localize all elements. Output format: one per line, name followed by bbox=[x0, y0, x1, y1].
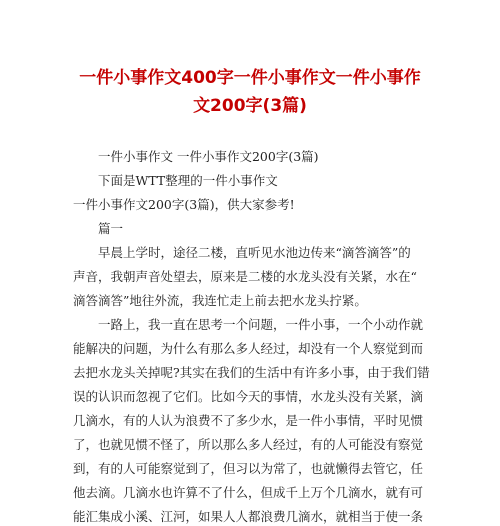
paragraph2-line-5: 几滴水，有的人认为浪费不了多少水，是一件小事情，平时见惯 bbox=[73, 413, 424, 428]
document-title-line-2: 文200字(3篇) bbox=[193, 96, 307, 116]
section-heading: 篇一 bbox=[98, 221, 124, 236]
paragraph2-line-9: 能汇集成小溪、江河，如果人人都浪费几滴水，就相当于使一条 bbox=[73, 509, 424, 524]
paragraph1-line-3: 滴答滴答”地往外流，我连忙走上前去把水龙头拧紧。 bbox=[73, 293, 367, 308]
paragraph2-line-1: 一路上，我一直在思考一个问题，一件小事，一个小动作就 bbox=[98, 317, 424, 332]
paragraph1-line-1: 早晨上学时，途径二楼，直听见水池边传来“滴答滴答”的 bbox=[98, 245, 411, 260]
intro-line-3: 一件小事作文200字(3篇)，供大家参考! bbox=[73, 197, 295, 212]
paragraph2-line-7: 到，有的人可能察觉到了，但习以为常了，也就懒得去管它，任 bbox=[73, 461, 424, 476]
paragraph1-line-2: 声音，我朝声音处望去，原来是二楼的水龙头没有关紧，水在“ bbox=[73, 269, 417, 284]
paragraph2-line-6: 了，也就见惯不怪了，所以那么多人经过，有的人可能没有察觉 bbox=[73, 437, 424, 452]
paragraph2-line-2: 能解决的问题，为什么有那么多人经过，却没有一个人察觉到而 bbox=[73, 341, 424, 356]
document-title-line-1: 一件小事作文400字一件小事作文一件小事作 bbox=[79, 68, 421, 88]
paragraph2-line-8: 他去滴。几滴水也许算不了什么，但成千上万个几滴水，就有可 bbox=[73, 485, 424, 500]
intro-line-1: 一件小事作文 一件小事作文200字(3篇) bbox=[98, 149, 319, 164]
intro-line-2: 下面是WTT整理的一件小事作文 bbox=[98, 173, 278, 188]
paragraph2-line-4: 误的认识而忽视了它们。比如今天的事情，水龙头没有关紧，滴 bbox=[73, 389, 424, 404]
paragraph2-line-3: 去把水龙头关掉呢?其实在我们的生活中有许多小事，由于我们错 bbox=[73, 365, 430, 380]
